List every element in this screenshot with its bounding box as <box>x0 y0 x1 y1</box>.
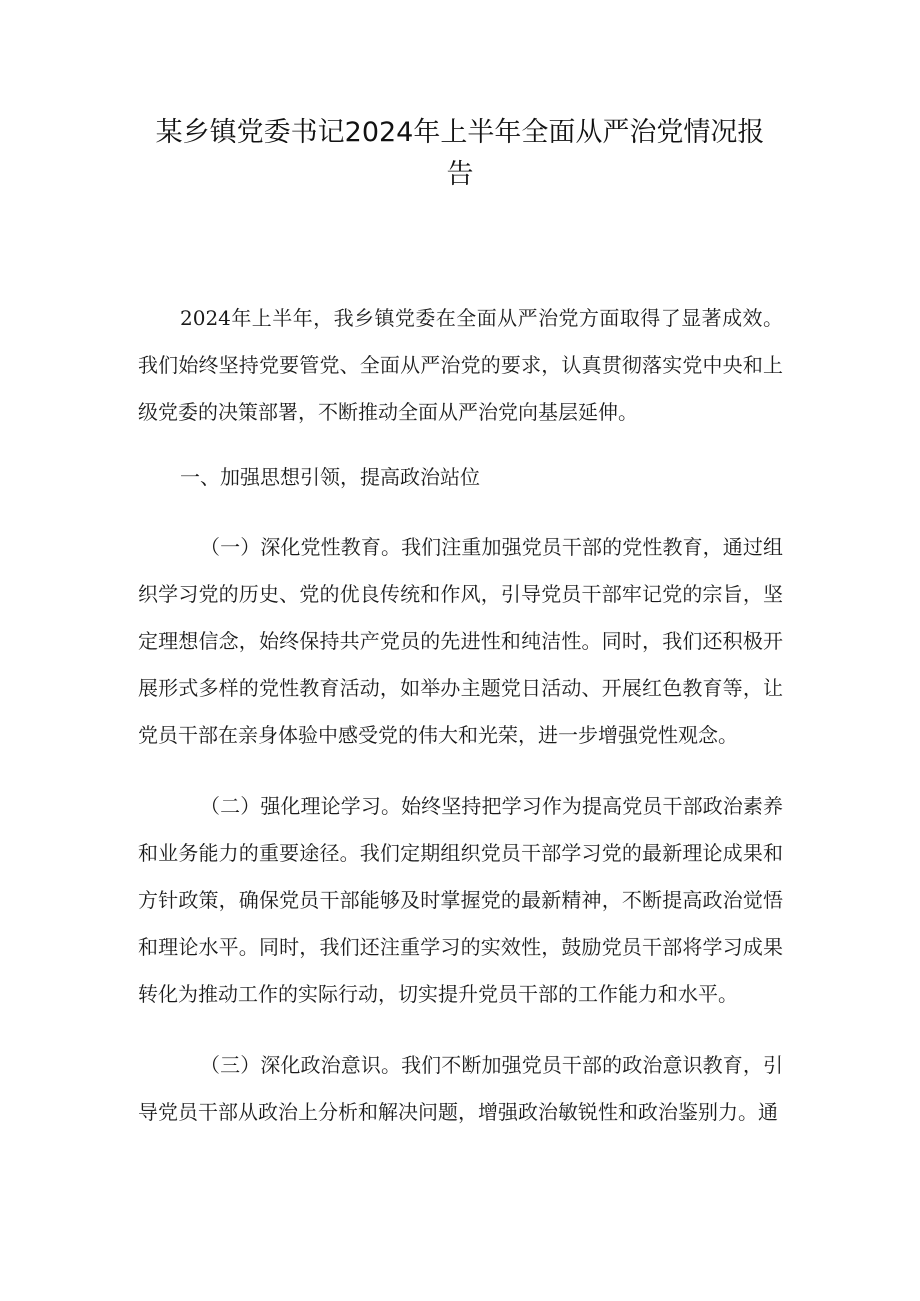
paragraph-3: （三）深化政治意识。我们不断加强党员干部的政治意识教育，引导党员干部从政治上分析和解决问题，增强政治敏锐性和政治鉴别力。通 <box>138 1053 783 1124</box>
intro-paragraph: 2024年上半年，我乡镇党委在全面从严治党方面取得了显著成效。我们始终坚持党要管党、全面从严治党的要求，认真贯彻落实党中央和上级党委的决策部署，不断推动全面从严治党向基层延伸。 <box>138 306 783 424</box>
section-heading-1: 一、加强思想引领，提高政治站位 <box>180 465 480 489</box>
document-title: 某乡镇党委书记2024年上半年全面从严治党情况报告 <box>155 117 765 190</box>
paragraph-2: （二）强化理论学习。始终坚持把学习作为提高党员干部政治素养和业务能力的重要途径。我们定期组织党员干部学习党的最新理论成果和方针政策，确保党员干部能够及时掌握党的最新精神，不断提高政治觉悟和理论水平。同时，我们还注重学习的实效性，鼓励党员干部将学习成果转化为推动工作的实际行动，切实提升党员干部的工作能力和水平。 <box>138 794 783 1006</box>
paragraph-1: （一）深化党性教育。我们注重加强党员干部的党性教育，通过组织学习党的历史、党的优良传统和作风，引导党员干部牢记党的宗旨，坚定理想信念，始终保持共产党员的先进性和纯洁性。同时，我们还积极开展形式多样的党性教育活动，如举办主题党日活动、开展红色教育等，让党员干部在亲身体验中感受党的伟大和光荣，进一步增强党性观念。 <box>138 535 783 747</box>
